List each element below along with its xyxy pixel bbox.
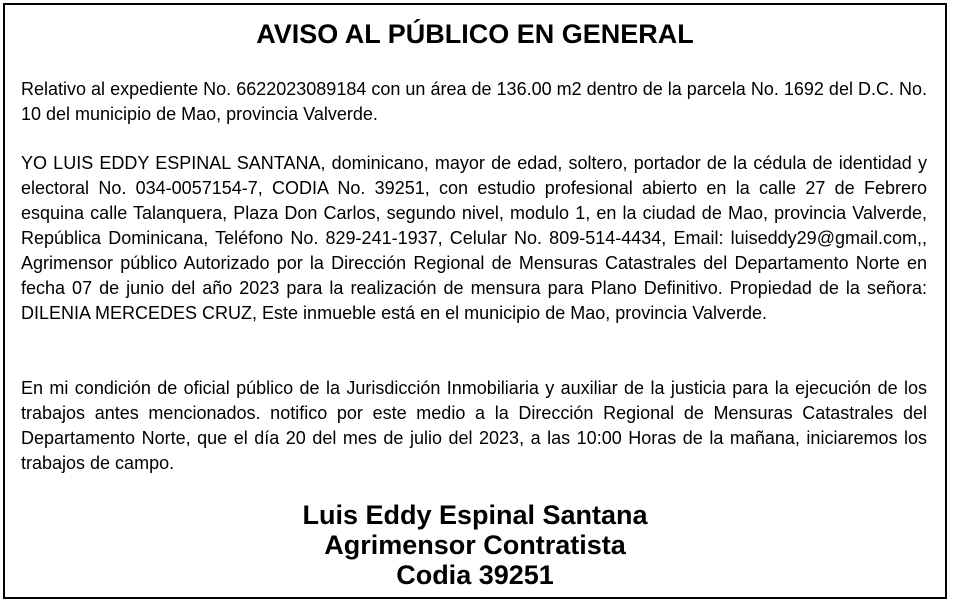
paragraph-surveyor-declaration: YO LUIS EDDY ESPINAL SANTANA, dominicano, mayor de edad, soltero, portador de la cédula de identidad y electoral No. 034-0057154-7, CODIA No. 39251, con estudio profesional abierto en la calle 27 de Febrero esquina calle Talanquera, Plaza Don Carlos, segundo nivel, modulo 1, en la ciudad de Mao, provincia Valverde, República Dominicana, Teléfono No. 829-241-1937, Celular No. 809-514-4434, Email: luiseddy29@gmail.com,, Agrimensor público Autorizado por la Dirección Regional de Mensuras Catastrales del Departamento Norte en fecha 07 de junio del año 2023 para la realización de mensura para Plano Definitivo. Propiedad de la señora: DILENIA MERCEDES CRUZ, Este inmueble está en el municipio de Mao, provincia Valverde.: [21, 153, 927, 323]
signature-name: Luis Eddy Espinal Santana: [302, 500, 648, 530]
signature-role: Agrimensor Contratista: [324, 530, 626, 560]
notice-title: AVISO AL PÚBLICO EN GENERAL: [256, 19, 694, 49]
signature-block: [5, 500, 945, 590]
paragraph-notification: En mi condición de oficial público de la Jurisdicción Inmobiliaria y auxiliar de la justicia para la ejecución de los trabajos antes mencionados. notifico por este medio a la Dirección Regional de Mensuras Catastrales del Departamento Norte, que el día 20 del mes de julio del 2023, a las 10:00 Horas de la mañana, iniciaremos los trabajos de campo.: [21, 378, 927, 473]
paragraph-file-reference: Relativo al expediente No. 6622023089184 con un área de 136.00 m2 dentro de la parcela No. 1692 del D.C. No. 10 del municipio de Mao, provincia Valverde.: [21, 79, 927, 124]
signature-codia: Codia 39251: [396, 560, 554, 590]
public-notice: [3, 3, 947, 599]
